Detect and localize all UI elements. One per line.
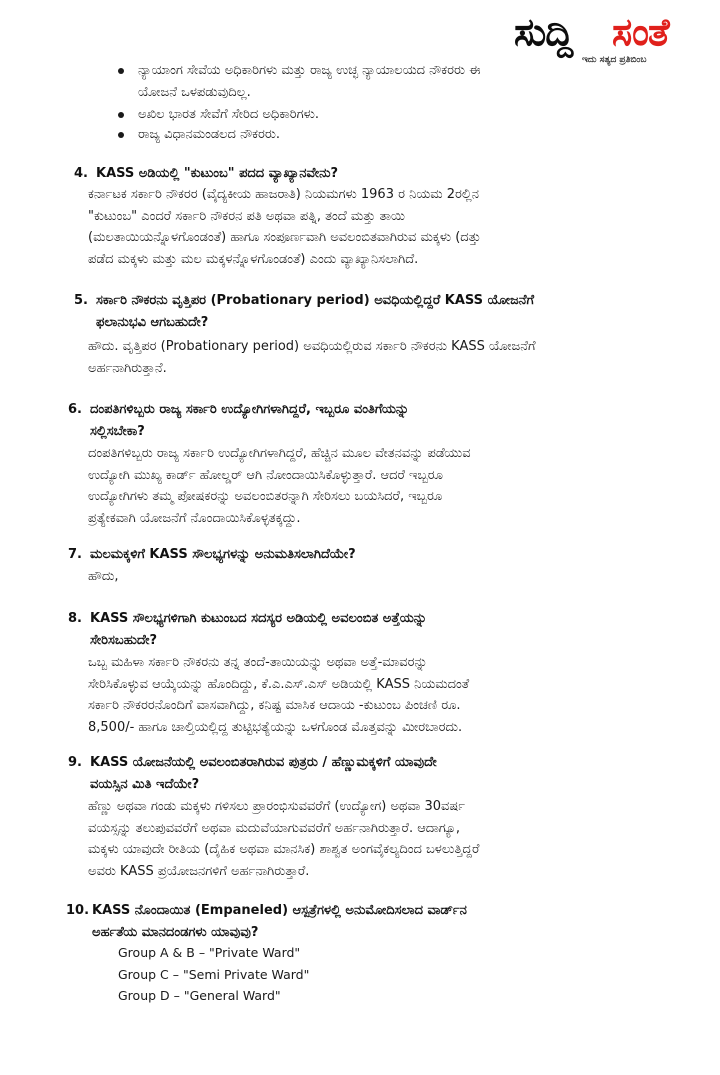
ward-item: Group D – "General Ward" <box>118 988 281 1003</box>
question-text: KASS ನೊಂದಾಯಿತ (Empaneled) ಆಸ್ಪತ್ರೆಗಳಲ್ಲಿ ಅನುಮೋದಿಸಲಾದ ವಾರ್ಡ್‌ನ <box>92 903 467 918</box>
question-number: 10. <box>66 903 90 918</box>
bullet-dot-icon <box>118 132 124 138</box>
answer-line: ವಯಸ್ಸನ್ನು ತಲುಪುವವರೆಗೆ ಅಥವಾ ಮದುವೆಯಾಗುವವರೆಗೆ ಅರ್ಹನಾಗಿರುತ್ತಾರೆ. ಆದಾಗ್ಯೂ, <box>88 820 461 836</box>
answer-7 <box>88 566 119 588</box>
question-text: ಮಲಮಕ್ಕಳಿಗೆ KASS ಸೌಲಭ್ಯಗಳನ್ನು ಅನುಮತಿಸಲಾಗಿದೆಯೇ? <box>90 547 356 562</box>
bullet-continuation <box>138 82 251 104</box>
answer-line: ಅವರು KASS ಪ್ರಯೋಜನಗಳಿಗೆ ಅರ್ಹನಾಗಿರುತ್ತಾರೆ. <box>88 863 310 879</box>
bullet-item <box>138 60 480 82</box>
question-5-continuation <box>96 312 208 334</box>
question-text: ವಯಸ್ಸಿನ ಮಿತಿ ಇದೆಯೇ? <box>90 777 200 792</box>
question-text: KASS ಸೌಲಭ್ಯಗಳಿಗಾಗಿ ಕುಟುಂಬದ ಸದಸ್ಯರ ಅಡಿಯಲ್ಲಿ ಅವಲಂಬಿತ ಅತ್ತೆಯನ್ನು <box>90 611 427 626</box>
answer-line: ಹೌದು, <box>88 569 119 584</box>
question-number: 5. <box>74 293 88 308</box>
question-number: 9. <box>68 755 82 770</box>
bullet-text: ನ್ಯಾಯಾಂಗ ಸೇವೆಯ ಅಧಿಕಾರಿಗಳು ಮತ್ತು ರಾಜ್ಯ ಉಚ್ಛ ನ್ಯಾಯಾಲಯದ ನೌಕರರು ಈ <box>138 63 481 78</box>
answer-line: "ಕುಟುಂಬ" ಎಂದರೆ ಸರ್ಕಾರಿ ನೌಕರನ ಪತಿ ಅಥವಾ ಪತ್ನಿ, ತಂದೆ ಮತ್ತು ತಾಯಿ <box>88 208 405 224</box>
question-5 <box>74 290 535 312</box>
answer-line: ಸರ್ಕಾರಿ ನೌಕರರನೊಂದಿಗೆ ವಾಸವಾಗಿದ್ದು, ಕನಿಷ್ಟ ಮಾಸಿಕ ಆದಾಯ -ಕುಟುಂಬ ಪಿಂಚಣಿ ರೂ. <box>88 698 461 713</box>
answer-line: ಪಡೆದ ಮಕ್ಕಳು ಮತ್ತು ಮಲ ಮಕ್ಕಳನ್ನೊಳಗೊಂಡಂತೆ) ಎಂದು ವ್ಯಾಖ್ಯಾನಿಸಲಾಗಿದೆ. <box>88 251 419 267</box>
bullet-text: ರಾಜ್ಯ ವಿಧಾನಮಂಡಲದ ನೌಕರರು. <box>138 127 281 142</box>
sudhi-sante-logo <box>512 10 712 70</box>
ward-item: Group C – "Semi Private Ward" <box>118 967 310 982</box>
question-number: 6. <box>68 402 82 417</box>
question-text: ಸೇರಿಸಬಹುದೇ? <box>90 633 158 648</box>
answer-line: ಒಬ್ಬ ಮಹಿಳಾ ಸರ್ಕಾರಿ ನೌಕರನು ತನ್ನ ತಂದೆ-ತಾಯಿಯನ್ನು ಅಥವಾ ಅತ್ತೆ-ಮಾವರನ್ನು <box>88 655 428 670</box>
question-9 <box>68 752 437 774</box>
question-text: ಅರ್ಹತೆಯ ಮಾನದಂಡಗಳು ಯಾವುವು? <box>92 925 259 940</box>
question-6 <box>68 399 410 421</box>
answer-line: ಅರ್ಹನಾಗಿರುತ್ತಾನೆ. <box>88 360 167 376</box>
answer-6 <box>88 443 471 529</box>
answer-8 <box>88 652 469 738</box>
bullet-dot-icon <box>118 112 124 118</box>
answer-line: ಉದ್ಯೋಗಿ ಮುಖ್ಯ ಕಾರ್ಡ್ ಹೋಲ್ಡರ್ ಆಗಿ ನೋಂದಾಯಿಸಿಕೊಳ್ಳುತ್ತಾರೆ. ಆದರೆ ಇಬ್ಬರೂ <box>88 467 443 483</box>
answer-line: 8,500/- ಹಾಗೂ ಚಾಲ್ತಿಯಲ್ಲಿದ್ದ ತುಟ್ಟಿಭತ್ಯೆಯನ್ನು ಒಳಗೊಂಡ ಮೊತ್ತವನ್ನು ಮೀರಬಾರದು. <box>88 719 463 735</box>
question-10-continuation <box>92 922 258 944</box>
answer-line: ಪ್ರತ್ಯೇಕವಾಗಿ ಯೋಜನೆಗೆ ನೊಂದಾಯಿಸಿಕೊಳ್ಳತಕ್ಕದ್ದು. <box>88 510 301 526</box>
question-8-continuation <box>90 630 157 652</box>
question-text: KASS ಅಡಿಯಲ್ಲಿ "ಕುಟುಂಬ" ಪದದ ವ್ಯಾಖ್ಯಾನವೇನು? <box>96 166 339 181</box>
question-number: 7. <box>68 547 82 562</box>
answer-line: ಕರ್ನಾಟಕ ಸರ್ಕಾರಿ ನೌಕರರ (ವೈದ್ಯಕೀಯ ಹಾಜರಾತಿ) ನಿಯಮಗಳು 1963 ರ ನಿಯಮ 2ರಲ್ಲಿನ <box>88 187 479 202</box>
answer-4 <box>88 184 481 270</box>
ward-item: Group A & B – "Private Ward" <box>118 945 301 960</box>
answer-line: ಸೇರಿಸಿಕೊಳ್ಳುವ ಆಯ್ಕೆಯನ್ನು ಹೊಂದಿದ್ದು, ಕೆ.ಎ.ಎಸ್.ಎಸ್ ಅಡಿಯಲ್ಲಿ KASS ನಿಯಮದಂತೆ <box>88 676 470 692</box>
question-8 <box>68 608 427 630</box>
logo-tagline: ಇದು ಸತ್ಯದ ಪ್ರತಿಬಿಂಬ <box>582 55 647 65</box>
question-4 <box>74 163 339 185</box>
bullet-text: ಯೋಜನೆ ಒಳಪಡುವುದಿಲ್ಲ. <box>138 85 251 100</box>
answer-line: (ಮಲತಾಯಿಯನ್ನೊಳಗೊಂಡಂತೆ) ಹಾಗೂ ಸಂಪೂರ್ಣವಾಗಿ ಅವಲಂಬಿತವಾಗಿರುವ ಮಕ್ಕಳು (ದತ್ತು <box>88 230 481 245</box>
question-text: ಫಲಾನುಭವಿ ಆಗಬಹುದೇ? <box>96 315 209 330</box>
logo-word-1: ಸುದ್ದಿ <box>514 10 573 54</box>
answer-line: ಮಕ್ಕಳು ಯಾವುದೇ ರೀತಿಯ (ದೈಹಿಕ ಅಥವಾ ಮಾನಸಿಕ) ಶಾಶ್ವತ ಅಂಗವೈಕಲ್ಯದಿಂದ ಬಳಲುತ್ತಿದ್ದರೆ <box>88 842 480 857</box>
question-text: ಸಲ್ಲಿಸಬೇಕಾ? <box>90 424 145 439</box>
bullet-dot-icon <box>118 68 124 74</box>
answer-line: ಹೌದು. ವೃತ್ತಿಪರ (Probationary period) ಅವಧಿಯಲ್ಲಿರುವ ಸರ್ಕಾರಿ ನೌಕರನು KASS ಯೋಜನೆಗೆ <box>88 339 536 354</box>
question-text: KASS ಯೋಜನೆಯಲ್ಲಿ ಅವಲಂಬಿತರಾಗಿರುವ ಪುತ್ರರು / ಹೆಣ್ಣುಮಕ್ಕಳಿಗೆ ಯಾವುದೇ <box>90 755 437 770</box>
logo-word-2: ಸಂತೆ <box>612 10 669 54</box>
bullet-item <box>138 124 280 146</box>
question-10 <box>66 900 467 922</box>
question-9-continuation <box>90 774 199 796</box>
bullet-item <box>138 104 319 126</box>
answer-line: ಉದ್ಯೋಗಿಗಳು ತಮ್ಮ ಪೋಷಕರನ್ನು ಅವಲಂಬಿತರನ್ನಾಗಿ ಸೇರಿಸಲು ಬಯಸಿದರೆ, ಇಬ್ಬರೂ <box>88 489 443 504</box>
answer-9 <box>88 796 479 882</box>
question-number: 8. <box>68 611 82 626</box>
bullet-text: ಅಖಿಲ ಭಾರತ ಸೇವೆಗೆ ಸೇರಿದ ಅಧಿಕಾರಿಗಳು. <box>138 107 319 122</box>
question-text: ಸರ್ಕಾರಿ ನೌಕರನು ವೃತ್ತಿಪರ (Probationary period) ಅವಧಿಯಲ್ಲಿದ್ದರೆ KASS ಯೋಜನೆಗೆ <box>96 293 535 308</box>
question-text: ದಂಪತಿಗಳಿಬ್ಬರು ರಾಜ್ಯ ಸರ್ಕಾರಿ ಉದ್ಯೋಗಿಗಳಾಗಿದ್ದರೆ, ಇಬ್ಬರೂ ವಂತಿಗೆಯನ್ನು <box>90 402 410 417</box>
question-7 <box>68 544 356 566</box>
answer-line: ದಂಪತಿಗಳಿಬ್ಬರು ರಾಜ್ಯ ಸರ್ಕಾರಿ ಉದ್ಯೋಗಿಗಳಾಗಿದ್ದರೆ, ಹೆಚ್ಚಿನ ಮೂಲ ವೇತನವನ್ನು ಪಡೆಯುವ <box>88 446 471 461</box>
answer-5 <box>88 336 536 379</box>
question-6-continuation <box>90 421 145 443</box>
question-number: 4. <box>74 166 88 181</box>
answer-line: ಹೆಣ್ಣು ಅಥವಾ ಗಂಡು ಮಕ್ಕಳು ಗಳಿಸಲು ಪ್ರಾರಂಭಿಸುವವರೆಗೆ (ಉದ್ಯೋಗ) ಅಥವಾ 30ವರ್ಷ <box>88 799 465 814</box>
